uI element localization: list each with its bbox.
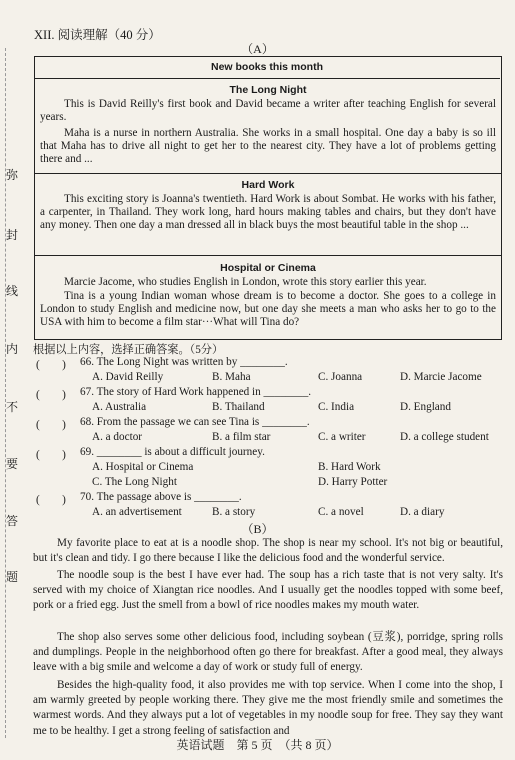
side-char: 要: [6, 457, 19, 471]
book-title: The Long Night: [229, 84, 307, 96]
side-char: 封: [6, 228, 19, 242]
question-stem: 67. The story of Hard Work happened in ________.: [80, 386, 312, 398]
part-b-label: （B）: [241, 522, 274, 536]
question-stem: 70. The passage above is ________.: [80, 491, 242, 503]
option: A. David Reilly: [92, 371, 164, 383]
passage-paragraph: Besides the high-quality food, it also provides me with top service. When I come into the shop, I am warmly greeted by people working there. They give me the most friendly smile and sometimes the warmest words. And they always put a lot of vegetables in my noodle soup for free. They say they want me to be healthy. I get a strong feeling of satisfaction and: [33, 679, 503, 737]
instruction: 根据以上内容，选择正确答案。（5分）: [33, 344, 224, 356]
side-char: 线: [6, 284, 19, 298]
book-paragraph: Maha is a nurse in northern Australia. She works in a small hospital. One day a baby is so ill that Maha has to drive all night to get her to the nearest city. They have a lot of problems getting there and ...: [40, 127, 496, 165]
side-char: 答: [6, 514, 19, 528]
book-paragraph: This is David Reilly's first book and David became a writer after teaching English for several years.: [40, 98, 496, 123]
question-stem: 66. The Long Night was written by ________.: [80, 356, 288, 368]
side-char: 内: [6, 342, 19, 356]
option: D. Marcie Jacome: [400, 371, 482, 383]
book-paragraph: This exciting story is Joanna's twentieth. Hard Work is about Sombat. He works with his father, a carpenter, in Thailand. They work long, hard hours making tables and chairs, but they don't have any money. Then one day a man dressed all in black buys the most beautiful table in the shop ...: [40, 193, 496, 231]
divider: [34, 173, 502, 174]
option: B. Thailand: [212, 401, 265, 413]
answer-paren[interactable]: ( ): [36, 449, 66, 461]
book-paragraph: Marcie Jacome, who studies English in London, wrote this story earlier this year.: [64, 276, 427, 288]
side-char: 不: [6, 400, 19, 414]
answer-paren[interactable]: ( ): [36, 389, 66, 401]
option: B. Hard Work: [318, 461, 381, 473]
option: C. a novel: [318, 506, 364, 518]
option: D. England: [400, 401, 451, 413]
option: B. Maha: [212, 371, 251, 383]
option: A. Hospital or Cinema: [92, 461, 194, 473]
option: C. The Long Night: [92, 476, 177, 488]
option: C. a writer: [318, 431, 366, 443]
side-char: 题: [6, 570, 19, 584]
passage-paragraph: The noodle soup is the best I have ever had. The soup has a rich taste that is not very salty. It's served with my choice of Xiangtan rice noodles. And I usually get the noodles topped with some beef, pork or a fried egg. Just the smell from a bowl of rice noodles makes my mouth water.: [33, 569, 503, 612]
option: B. a film star: [212, 431, 271, 443]
option: D. Harry Potter: [318, 476, 388, 488]
book-title: Hard Work: [241, 179, 295, 191]
option: A. Australia: [92, 401, 147, 413]
book-paragraph: Tina is a young Indian woman whose dream is to become a doctor. She goes to a college in London to study English and medicine now, but one day she meets a man who asks her to go to the USA with him to become a film star···What will Tina do?: [40, 290, 496, 328]
option: B. a story: [212, 506, 256, 518]
page-footer: 英语试题 第 5 页 （共 8 页）: [176, 738, 339, 752]
binding-line: [5, 48, 6, 738]
question-stem: 68. From the passage we can see Tina is ________.: [80, 416, 310, 428]
question-stem: 69. ________ is about a difficult journey.: [80, 446, 265, 458]
answer-paren[interactable]: ( ): [36, 419, 66, 431]
option: A. a doctor: [92, 431, 143, 443]
option: C. India: [318, 401, 355, 413]
book-title: Hospital or Cinema: [220, 262, 316, 274]
side-char: 弥: [6, 168, 19, 182]
option: A. an advertisement: [92, 506, 182, 518]
box-header: New books this month: [34, 56, 500, 79]
option: D. a college student: [400, 431, 489, 443]
passage-paragraph: The shop also serves some other delicious food, including soybean (豆浆), porridge, spring rolls and dumplings. People in the neighborhood often go there for breakfast. After a good meal, they always leave with a big smile and welcome a day of work or study full of energy.: [33, 631, 503, 674]
part-a-label: （A）: [241, 42, 274, 56]
answer-paren[interactable]: ( ): [36, 359, 66, 371]
section-title: XII. 阅读理解（40 分）: [34, 28, 161, 42]
option: D. a diary: [400, 506, 445, 518]
option: C. Joanna: [318, 371, 363, 383]
divider: [34, 255, 502, 256]
answer-paren[interactable]: ( ): [36, 494, 66, 506]
passage-paragraph: My favorite place to eat at is a noodle shop. The shop is near my school. It's not big or beautiful, but it's clean and tidy. I go there because I like the delicious food and the wonderful service.: [33, 537, 503, 565]
